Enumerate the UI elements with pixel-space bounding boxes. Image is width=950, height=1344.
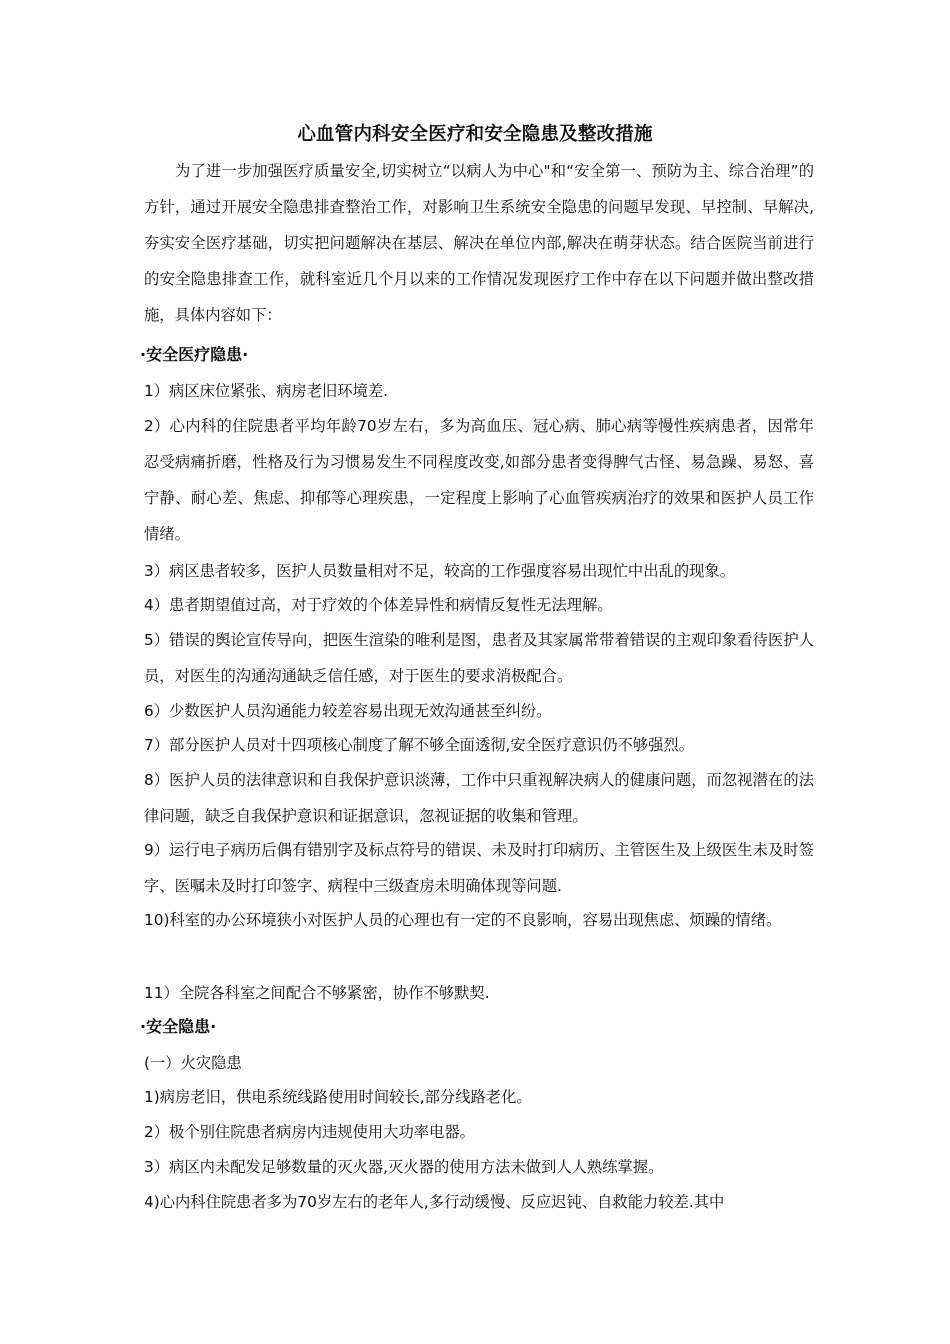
section-heading-safety-hazards: ·安全隐患· [140, 1017, 217, 1036]
list-item: 11）全院各科室之间配合不够紧密，协作不够默契. [144, 984, 490, 1002]
list-item: 8）医护人员的法律意识和自我保护意识淡薄，工作中只重视解决病人的健康问题，而忽视潜在的法律问题，缺乏自我保护意识和证据意识，忽视证据的收集和管理。 [144, 771, 814, 825]
list-item: 5）错误的舆论宣传导向，把医生渲染的唯利是图，患者及其家属常带着错误的主观印象看待医护人员，对医生的沟通沟通缺乏信任感，对于医生的要求消极配合。 [144, 631, 814, 685]
list-item: 10)科室的办公环境狭小对医护人员的心理也有一定的不良影响，容易出现焦虑、烦躁的情绪。 [144, 911, 782, 929]
list-item: 3）病区内未配发足够数量的灭火器,灭火器的使用方法未做到人人熟练掌握。 [144, 1158, 664, 1176]
list-item: 2）心内科的住院患者平均年龄70岁左右，多为高血压、冠心病、肺心病等慢性疾病患者，因常年忍受病痛折磨，性格及行为习惯易发生不同程度改变,如部分患者变得脾气古怪、易急躁、易怒、喜宁静、耐心差、焦虑、抑郁等心理疾患，一定程度上影响了心血管疾病治疗的效果和医护人员工作情绪。 [144, 417, 814, 543]
intro-paragraph: 为了进一步加强医疗质量安全,切实树立“以病人为中心"和“安全第一、预防为主、综合治理”的方针，通过开展安全隐患排查整治工作，对影响卫生系统安全隐患的问题早发现、早控制、早解决,夯实安全医疗基础，切实把问题解决在基层、解决在单位内部,解决在萌芽状态。结合医院当前进行的安全隐患排查工作，就科室近几个月以来的工作情况发现医疗工作中存在以下问题并做出整改措施，具体内容如下： [144, 162, 814, 324]
list-item: 4)心内科住院患者多为70岁左右的老年人,多行动缓慢、反应迟钝、自救能力较差.其中 [144, 1193, 725, 1211]
list-item: 6）少数医护人员沟通能力较差容易出现无效沟通甚至纠纷。 [144, 702, 552, 720]
section-heading-medical-safety: ·安全医疗隐患· [140, 345, 249, 364]
list-item: 1)病房老旧，供电系统线路使用时间较长,部分线路老化。 [144, 1088, 532, 1106]
list-item: 7）部分医护人员对十四项核心制度了解不够全面透彻,安全医疗意识仍不够强烈。 [144, 736, 694, 754]
list-item: 3）病区患者较多，医护人员数量相对不足，较高的工作强度容易出现忙中出乱的现象。 [144, 562, 736, 580]
subsection-heading-fire-hazards: (一）火灾隐患 [144, 1054, 242, 1072]
document-title: 心血管内科安全医疗和安全隐患及整改措施 [297, 124, 653, 145]
list-item: 2）极个别住院患者病房内违规使用大功率电器。 [144, 1123, 475, 1141]
list-item: 1）病区床位紧张、病房老旧环境差. [144, 382, 389, 400]
list-item: 9）运行电子病历后偶有错别字及标点符号的错误、未及时打印病历、主管医生及上级医生未及时签字、医嘱未及时打印签字、病程中三级查房未明确体现等问题. [144, 841, 814, 895]
list-item: 4）患者期望值过高，对于疗效的个体差异性和病情反复性无法理解。 [144, 596, 613, 614]
